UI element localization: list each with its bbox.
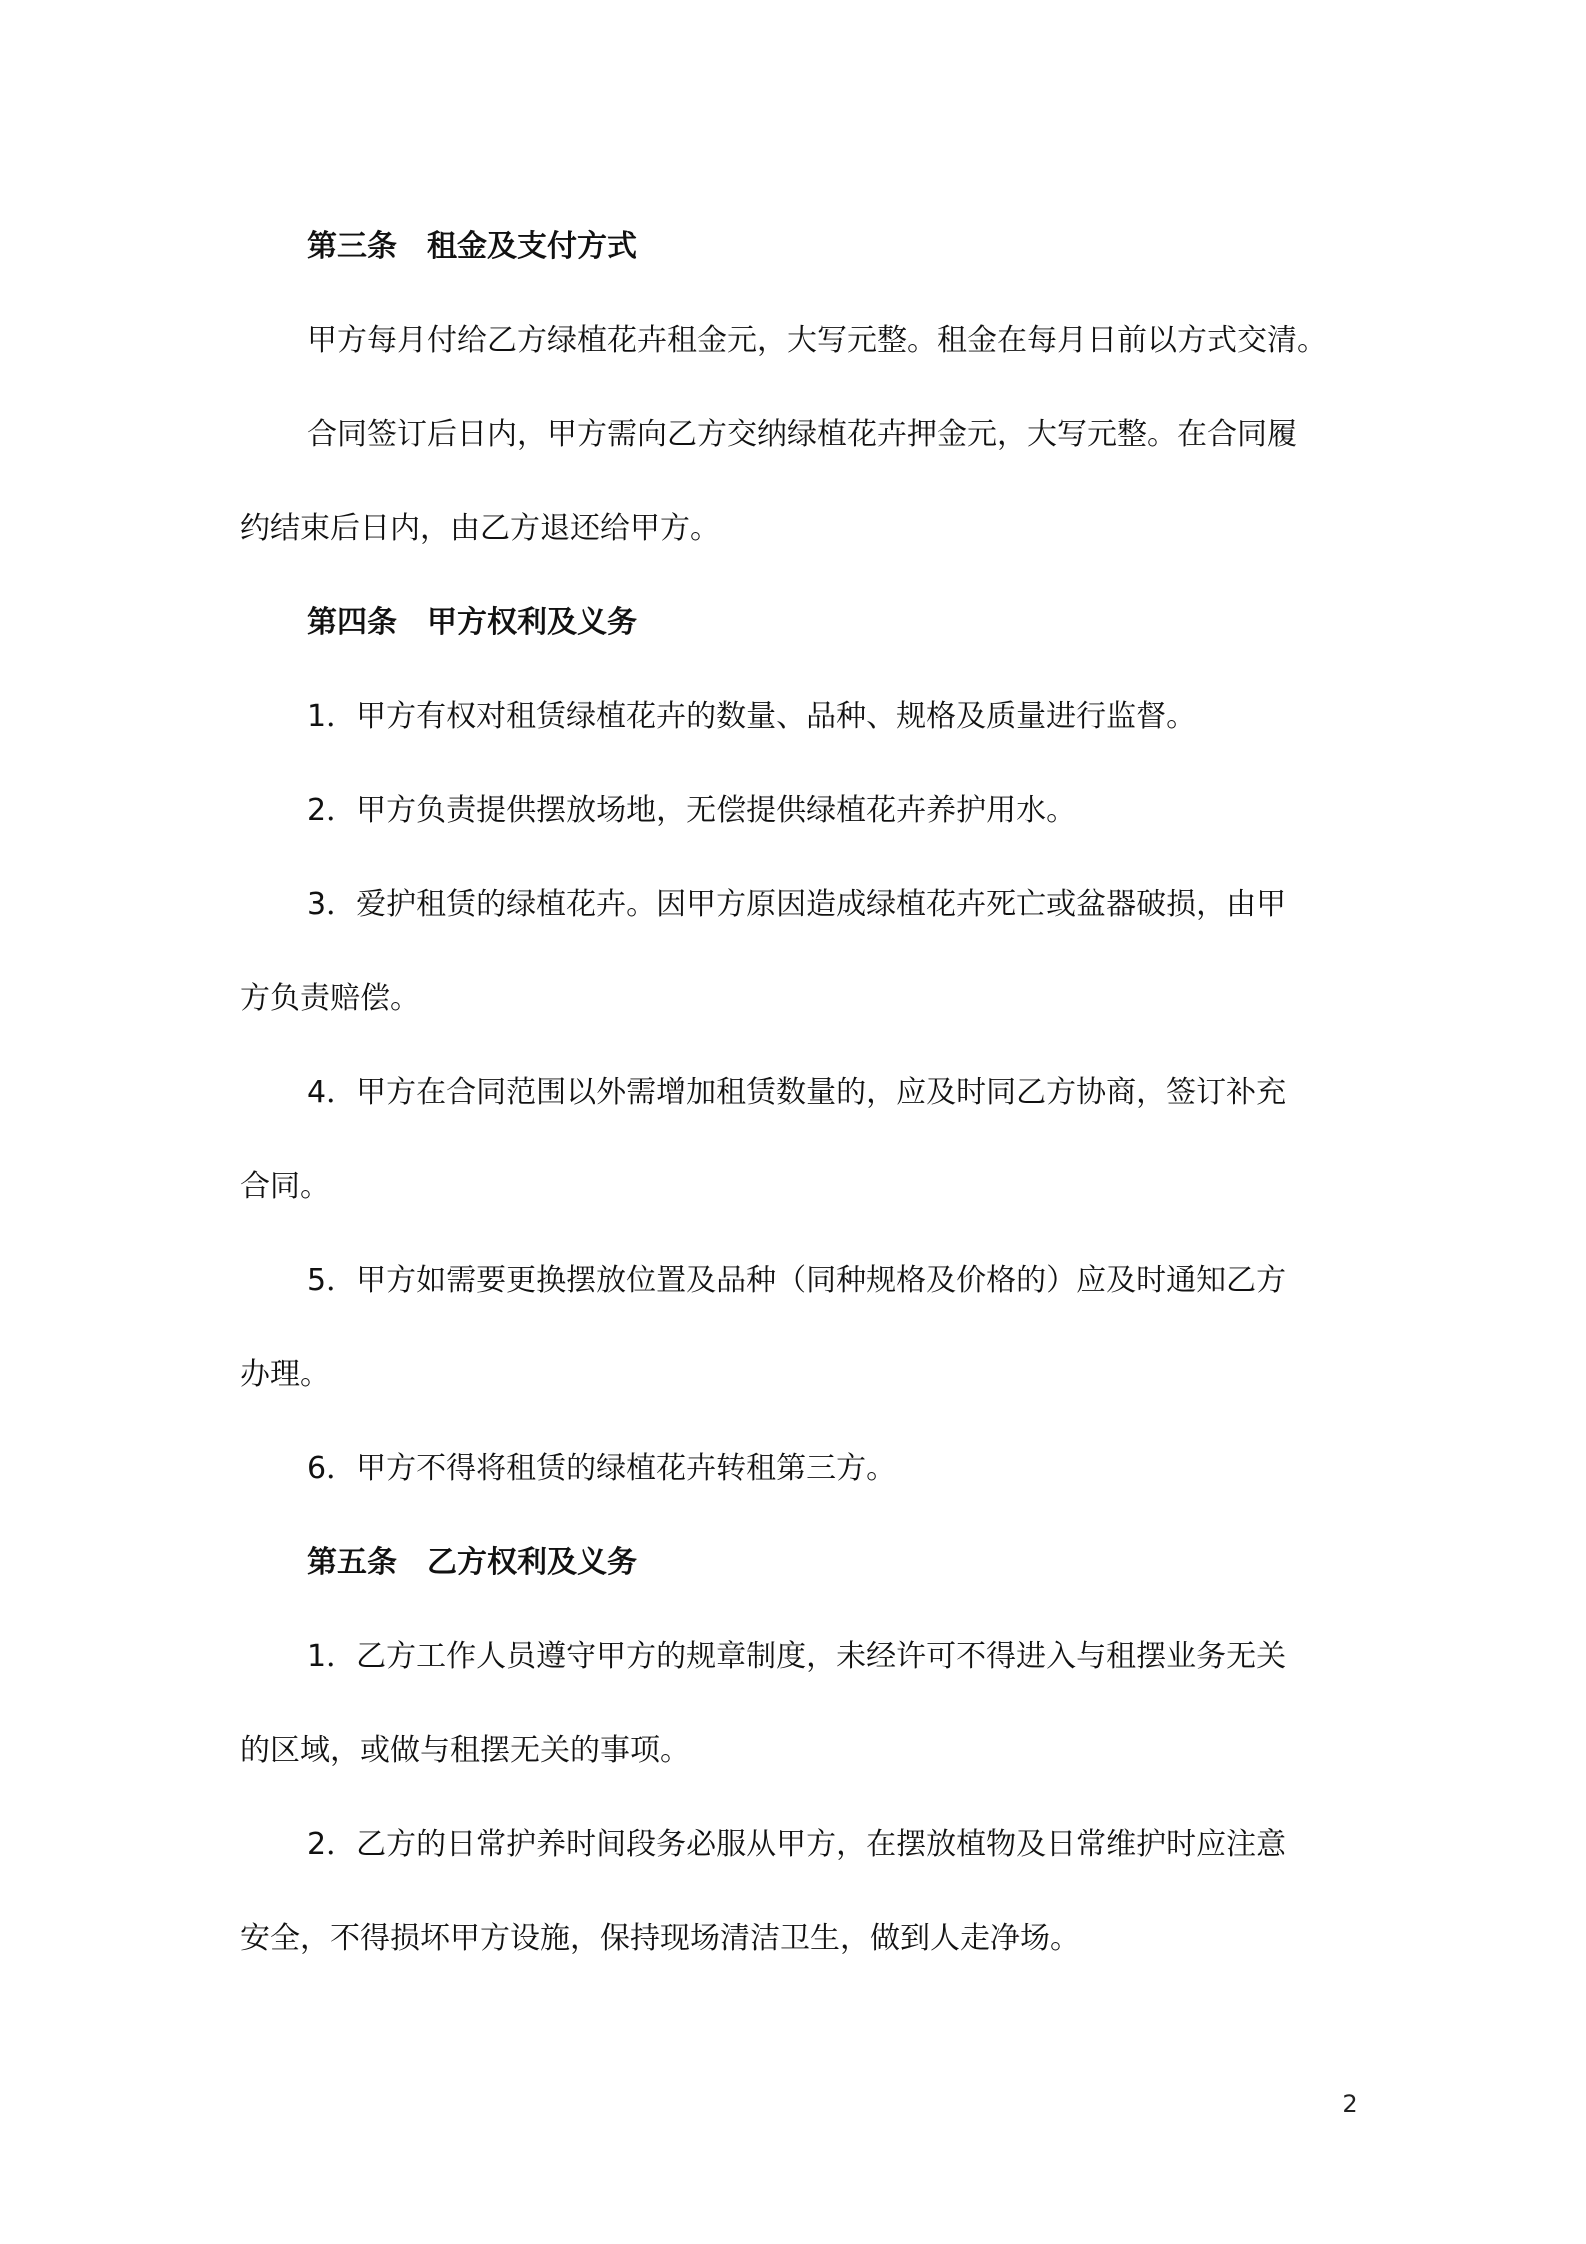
article-5-item-1-line-1: 1．乙方工作人员遵守甲方的规章制度，未经许可不得进入与租摆业务无关	[307, 1639, 1287, 1674]
article-3-number: 第三条	[307, 229, 397, 264]
article-4-item-1: 1．甲方有权对租赁绿植花卉的数量、品种、规格及质量进行监督。	[307, 699, 1197, 734]
article-4-item-3-line-1: 3．爱护租赁的绿植花卉。因甲方原因造成绿植花卉死亡或盆器破损，由甲	[307, 887, 1287, 922]
document-body	[240, 200, 1358, 1986]
article-5-heading	[240, 1516, 1358, 1610]
article-4-item-2: 2．甲方负责提供摆放场地，无偿提供绿植花卉养护用水。	[307, 793, 1077, 828]
article-3-paragraph-2-line-1: 合同签订后日内，甲方需向乙方交纳绿植花卉押金元，大写元整。在合同履	[307, 417, 1297, 452]
article-4-item-5-line-2: 办理。	[240, 1357, 330, 1392]
article-3-title: 租金及支付方式	[427, 229, 637, 264]
article-5-item-2-line-2: 安全，不得损坏甲方设施，保持现场清洁卫生，做到人走净场。	[240, 1921, 1080, 1956]
article-5-number: 第五条	[307, 1545, 397, 1580]
article-4-item-3-line-2: 方负责赔偿。	[240, 981, 420, 1016]
article-4-number: 第四条	[307, 605, 397, 640]
article-3-paragraph-2-line-2: 约结束后日内，由乙方退还给甲方。	[240, 511, 720, 546]
article-4-item-5-line-1: 5．甲方如需要更换摆放位置及品种（同种规格及价格的）应及时通知乙方	[307, 1263, 1287, 1298]
article-4-item-4-line-1: 4．甲方在合同范围以外需增加租赁数量的，应及时同乙方协商，签订补充	[307, 1075, 1287, 1110]
article-3-paragraph-1: 甲方每月付给乙方绿植花卉租金元，大写元整。租金在每月日前以方式交清。	[307, 323, 1327, 358]
article-4-item-6: 6．甲方不得将租赁的绿植花卉转租第三方。	[307, 1451, 897, 1486]
article-3-heading	[240, 200, 1358, 294]
article-4-heading	[240, 576, 1358, 670]
page-number: 2	[1342, 2090, 1358, 2118]
article-4-title: 甲方权利及义务	[427, 605, 637, 640]
article-5-item-1-line-2: 的区域，或做与租摆无关的事项。	[240, 1733, 690, 1768]
article-4-item-4-line-2: 合同。	[240, 1169, 330, 1204]
article-5-item-2-line-1: 2．乙方的日常护养时间段务必服从甲方，在摆放植物及日常维护时应注意	[307, 1827, 1287, 1862]
article-5-title: 乙方权利及义务	[427, 1545, 637, 1580]
